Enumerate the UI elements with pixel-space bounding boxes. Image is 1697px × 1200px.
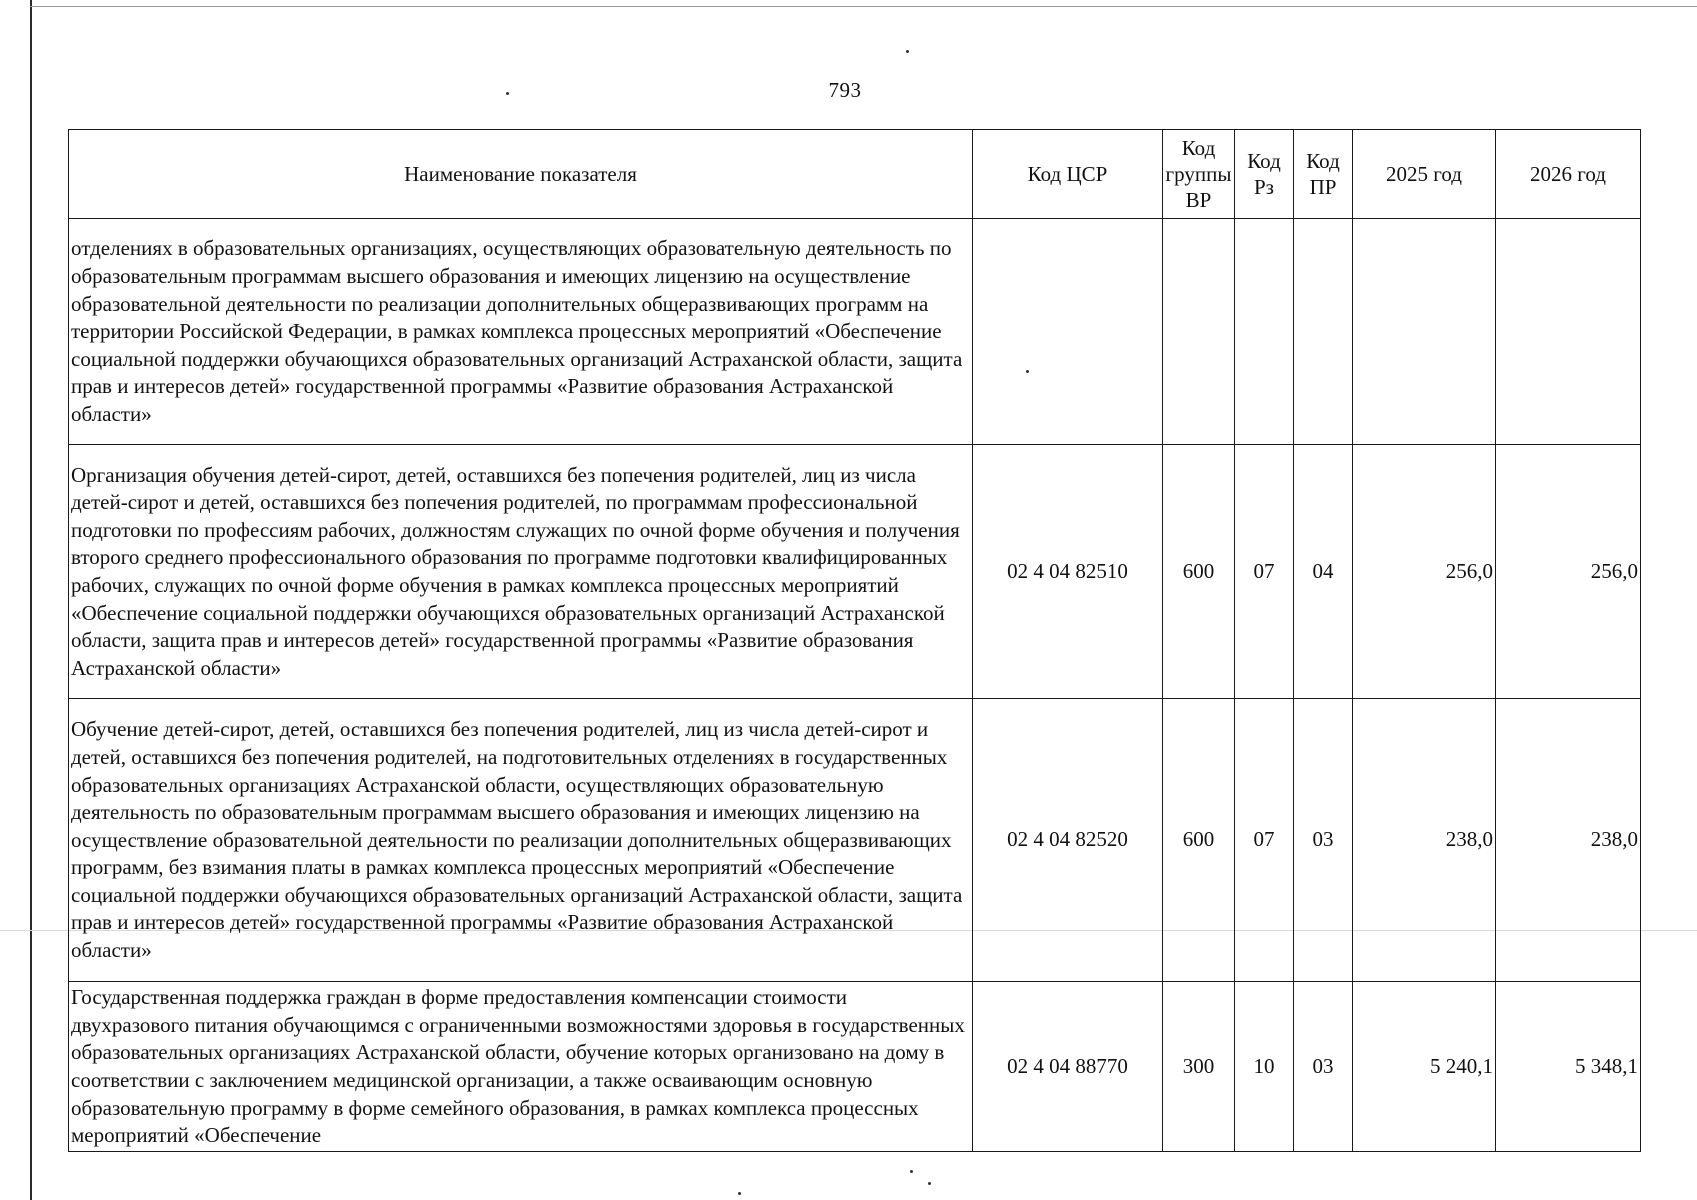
row-rz-code: 07 [1235,699,1294,982]
row-csr-code [973,219,1163,445]
budget-table [68,129,1641,1152]
scan-speck [506,92,509,95]
row-pr-code: 03 [1294,699,1353,982]
row-rz-code: 07 [1235,445,1294,699]
row-rz-code [1235,219,1294,445]
row-vr-code: 300 [1163,982,1235,1152]
row-vr-code: 600 [1163,445,1235,699]
row-amount-2025 [1353,219,1496,445]
row-name: Государственная поддержка граждан в форме предоставления компенсации стоимости двухразового питания обучающимся с ограниченными возможностями здоровья в государственных образовательных организациях Астраханской области, обучение которых организовано на дому в соответствии с заключением медицинской организации, а также осваивающим основную образовательную программу в форме семейного образования, в рамках комплекса процессных мероприятий «Обеспечение [69,982,973,1152]
row-name: Обучение детей-сирот, детей, оставшихся без попечения родителей, лиц из числа детей-сирот и детей, оставшихся без попечения родителей, на подготовительных отделениях в государственных образовательных организациях Астраханской области, осуществляющих образовательную деятельность по образовательным программам высшего образования и имеющих лицензию на осуществление образовательной деятельности по реализации дополнительных общеразвивающих программ, без взимания платы в рамках комплекса процессных мероприятий «Обеспечение социальной поддержки обучающихся образовательных организаций Астраханской области, защита прав и интересов детей» государственной программы «Развитие образования Астраханской области» [69,699,973,982]
row-vr-code: 600 [1163,699,1235,982]
row-amount-2025: 238,0 [1353,699,1496,982]
row-amount-2025: 256,0 [1353,445,1496,699]
table-row [69,445,1641,699]
table-row [69,219,1641,445]
scan-speck [1026,370,1029,373]
row-amount-2026: 238,0 [1496,699,1641,982]
table-header-row [69,130,1641,219]
table-row [69,699,1641,982]
row-pr-code: 04 [1294,445,1353,699]
row-csr-code: 02 4 04 82520 [973,699,1163,982]
scan-speck [928,1182,931,1185]
row-pr-code: 03 [1294,982,1353,1152]
row-name: Организация обучения детей-сирот, детей, оставшихся без попечения родителей, лиц из числа детей-сирот и детей, оставшихся без попечения родителей, по программам профессиональной подготовки по профессиям рабочих, должностям служащих по очной форме обучения и получения второго среднего профессионального образования по программе подготовки квалифицированных рабочих, служащих по очной форме обучения в рамках комплекса процессных мероприятий «Обеспечение социальной поддержки обучающихся образовательных организаций Астраханской области, защита прав и интересов детей» государственной программы «Развитие образования Астраханской области» [69,445,973,699]
header-2026: 2026 год [1496,130,1641,219]
row-rz-code: 10 [1235,982,1294,1152]
table-row [69,982,1641,1152]
header-2025: 2025 год [1353,130,1496,219]
row-csr-code: 02 4 04 82510 [973,445,1163,699]
scan-speck [906,50,909,53]
scan-speck [738,1192,741,1195]
header-csr-code: Код ЦСР [973,130,1163,219]
row-name: отделениях в образовательных организациях, осуществляющих образовательную деятельность по образовательным программам высшего образования и имеющих лицензию на осуществление образовательной деятельности по реализации дополнительных общеразвивающих программ на территории Российской Федерации, в рамках комплекса процессных мероприятий «Обеспечение социальной поддержки обучающихся образовательных организаций Астраханской области, защита прав и интересов детей» государственной программы «Развитие образования Астраханской области» [69,219,973,445]
row-pr-code [1294,219,1353,445]
scan-speck [910,1170,913,1173]
page-number: 793 [828,78,862,102]
page-top-edge [30,6,1697,7]
row-amount-2026 [1496,219,1641,445]
row-vr-code [1163,219,1235,445]
row-amount-2026: 5 348,1 [1496,982,1641,1152]
row-amount-2025: 5 240,1 [1353,982,1496,1152]
row-csr-code: 02 4 04 88770 [973,982,1163,1152]
header-pr-code: Код ПР [1294,130,1353,219]
header-name: Наименование показателя [69,130,973,219]
row-amount-2026: 256,0 [1496,445,1641,699]
header-vr-code: Код группы ВР [1163,130,1235,219]
page-left-edge [30,0,32,1200]
header-rz-code: Код Рз [1235,130,1294,219]
